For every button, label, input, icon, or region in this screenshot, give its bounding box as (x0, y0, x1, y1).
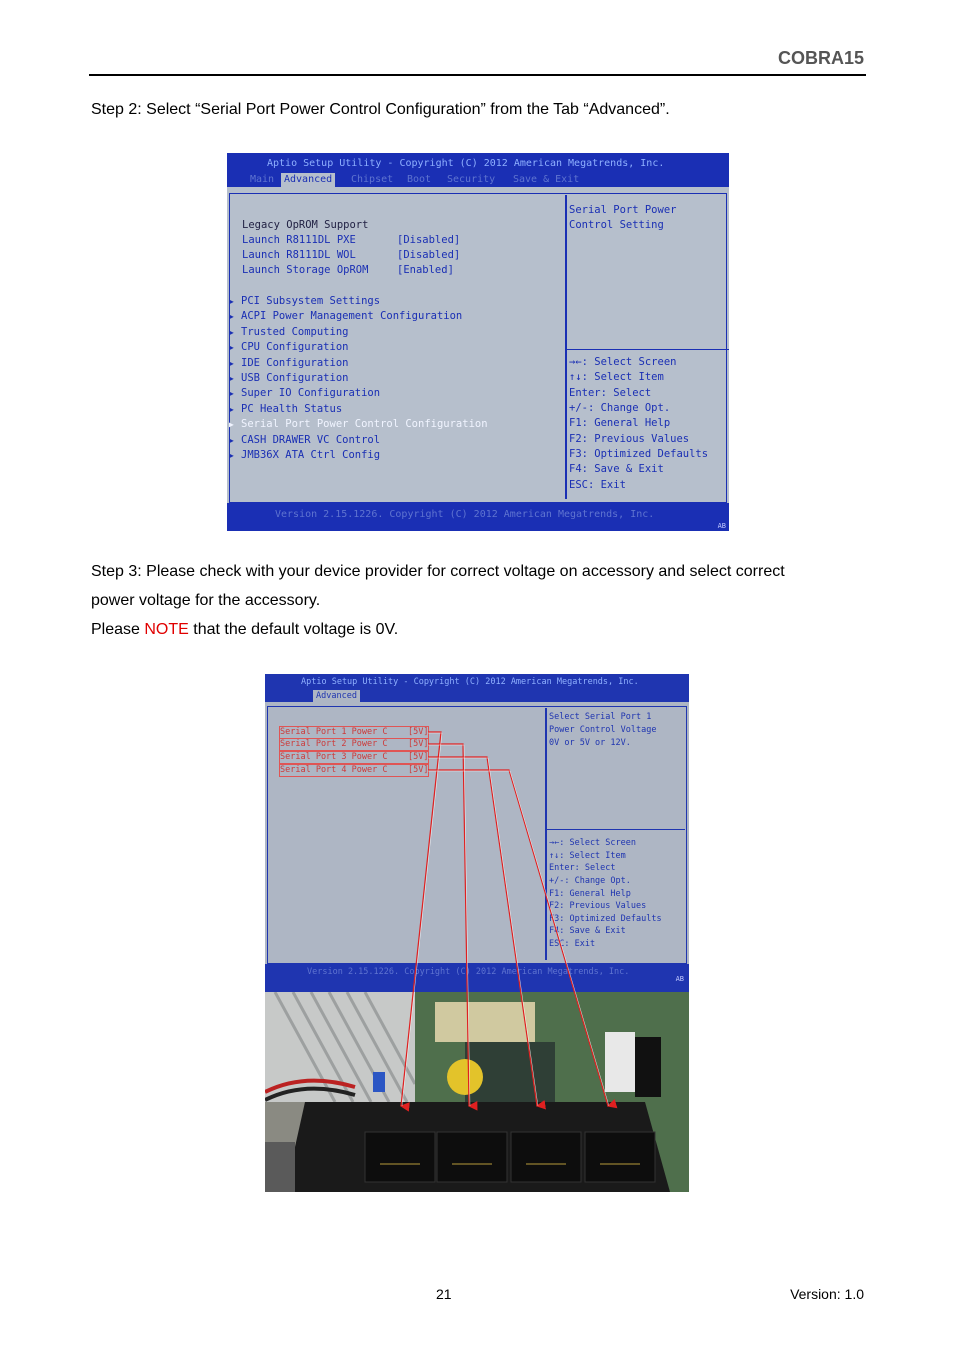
header-rule (89, 74, 866, 76)
battery (447, 1059, 483, 1095)
submenu-arrow-icon: ▶ (229, 405, 234, 414)
menu-item-acpi-power[interactable]: ACPI Power Management Configuration (241, 310, 463, 322)
bios-divider (565, 195, 567, 499)
document-version: Version: 1.0 (790, 1286, 864, 1302)
port-value: [5V] (408, 752, 429, 762)
key-help: F2: Previous Values (569, 433, 690, 445)
port-label: Serial Port 2 Power C (280, 739, 388, 749)
menu-item-pci-subsystem[interactable]: PCI Subsystem Settings (241, 295, 381, 307)
key-help: F3: Optimized Defaults (549, 914, 662, 924)
submenu-arrow-icon: ▶ (229, 343, 234, 352)
serial-port-power-figure (265, 674, 689, 1192)
tab-save-exit[interactable]: Save & Exit (513, 174, 580, 185)
bios-title-bar (227, 153, 729, 187)
tab-advanced[interactable]: Advanced (281, 173, 335, 187)
port-value: [5V] (408, 765, 429, 775)
help-description: Select Serial Port 1 (549, 712, 652, 722)
note-highlight: NOTE (144, 621, 189, 638)
setting-label[interactable]: Launch R8111DL PXE (242, 234, 356, 246)
key-help: ↑↓: Select Item (569, 371, 664, 383)
key-help: Enter: Select (549, 863, 616, 873)
key-help: →←: Select Screen (549, 838, 636, 848)
menu-item-pc-health[interactable]: PC Health Status (241, 403, 343, 415)
submenu-arrow-icon: ▶ (229, 436, 234, 445)
bios-screenshot-serial-power (265, 674, 689, 992)
page-number: 21 (436, 1286, 452, 1302)
key-help: +/-: Change Opt. (549, 876, 631, 886)
tab-advanced[interactable]: Advanced (313, 690, 360, 702)
side-port (265, 1142, 295, 1192)
note-prefix: Please (91, 621, 145, 638)
serial-port-4-setting[interactable] (279, 764, 429, 777)
step3-line3 (91, 615, 398, 644)
menu-item-jmb36x[interactable]: JMB36X ATA Ctrl Config (241, 449, 381, 461)
setting-value[interactable]: [Enabled] (397, 264, 454, 276)
submenu-arrow-icon: ▶ (229, 297, 234, 306)
submenu-arrow-icon: ▶ (229, 328, 234, 337)
serial-port-3-setting[interactable] (279, 751, 429, 764)
key-help: ↑↓: Select Item (549, 851, 626, 861)
setting-value[interactable]: [Disabled] (397, 234, 461, 246)
bios-status-bar (227, 503, 729, 531)
bios-title: Aptio Setup Utility - Copyright (C) 2012 American Megatrends, Inc. (267, 158, 665, 169)
tab-boot[interactable]: Boot (407, 174, 432, 185)
document-title: COBRA15 (777, 48, 864, 68)
help-description: 0V or 5V or 12V. (549, 738, 631, 748)
bios-version: Version 2.15.1226. Copyright (C) 2012 American Megatrends, Inc. (307, 967, 630, 977)
cable-clip (373, 1072, 385, 1092)
menu-item-cash-drawer[interactable]: CASH DRAWER VC Control (241, 434, 381, 446)
bios-status-bar (265, 964, 689, 992)
step3-line1: Step 3: Please check with your device provider for correct voltage on accessory and select correct (91, 563, 785, 580)
submenu-arrow-icon: ▶ (229, 420, 234, 429)
legacy-oprom-label: Legacy OpROM Support (242, 219, 369, 231)
bios-help-divider (547, 829, 685, 830)
tab-chipset[interactable]: Chipset (351, 174, 394, 185)
side-connector (635, 1037, 661, 1097)
key-help: F4: Save & Exit (549, 926, 626, 936)
bios-badge: AB (675, 975, 684, 983)
slot (435, 1002, 535, 1042)
menu-item-ide-config[interactable]: IDE Configuration (241, 357, 349, 369)
menu-item-usb-config[interactable]: USB Configuration (241, 372, 349, 384)
port-label: Serial Port 1 Power C (280, 727, 388, 737)
tab-security[interactable]: Security (447, 174, 496, 185)
key-help: F1: General Help (569, 417, 671, 429)
tab-main[interactable]: Main (250, 174, 275, 185)
rj-connector-bank (285, 1102, 670, 1192)
setting-value[interactable]: [Disabled] (397, 249, 461, 261)
bios-divider (545, 708, 547, 960)
key-help: ESC: Exit (569, 479, 626, 491)
step3-line2: power voltage for the accessory. (91, 592, 321, 609)
submenu-arrow-icon: ▶ (229, 451, 234, 460)
submenu-arrow-icon: ▶ (229, 374, 234, 383)
key-help: F3: Optimized Defaults (569, 448, 709, 460)
serial-port-2-setting[interactable] (279, 738, 429, 751)
bios-badge: AB (717, 522, 726, 530)
bios-screenshot-advanced (227, 153, 729, 531)
submenu-arrow-icon: ▶ (229, 359, 234, 368)
board-photo (265, 992, 689, 1192)
bios-title: Aptio Setup Utility - Copyright (C) 2012 American Megatrends, Inc. (301, 677, 639, 687)
setting-label[interactable]: Launch R8111DL WOL (242, 249, 356, 261)
bios-help-divider (567, 349, 729, 350)
menu-item-super-io[interactable]: Super IO Configuration (241, 387, 381, 399)
header-connector (605, 1032, 635, 1092)
key-help: F1: General Help (549, 889, 631, 899)
help-description: Serial Port Power (569, 204, 677, 216)
setting-label[interactable]: Launch Storage OpROM (242, 264, 369, 276)
menu-item-trusted-computing[interactable]: Trusted Computing (241, 326, 349, 338)
port-label: Serial Port 3 Power C (280, 752, 388, 762)
menu-item-serial-port-power[interactable]: Serial Port Power Control Configuration (241, 418, 488, 430)
port-label: Serial Port 4 Power C (280, 765, 388, 775)
submenu-arrow-icon: ▶ (229, 312, 234, 321)
help-description: Control Setting (569, 219, 664, 231)
key-help: +/-: Change Opt. (569, 402, 671, 414)
key-help: Enter: Select (569, 387, 652, 399)
menu-item-cpu-config[interactable]: CPU Configuration (241, 341, 349, 353)
key-help: F4: Save & Exit (569, 463, 664, 475)
bios-version: Version 2.15.1226. Copyright (C) 2012 American Megatrends, Inc. (275, 509, 655, 520)
step2-text: Step 2: Select “Serial Port Power Control Configuration” from the Tab “Advanced”. (91, 101, 670, 118)
key-help: F2: Previous Values (549, 901, 647, 911)
key-help: →←: Select Screen (569, 356, 677, 368)
submenu-arrow-icon: ▶ (229, 389, 234, 398)
help-description: Power Control Voltage (549, 725, 657, 735)
note-suffix: that the default voltage is 0V. (188, 621, 399, 638)
key-help: ESC: Exit (549, 939, 596, 949)
bios-title-bar (265, 674, 689, 702)
port-value: [5V] (408, 739, 429, 749)
port-value: [5V] (408, 727, 429, 737)
